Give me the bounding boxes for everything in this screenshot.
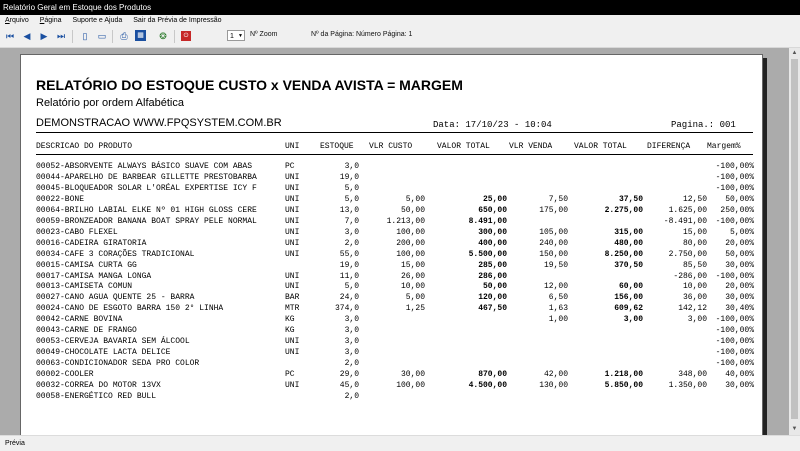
cell-uni: UNI	[285, 348, 300, 358]
single-page-icon[interactable]: ▯	[82, 31, 88, 41]
table-row	[21, 369, 762, 380]
report-page	[20, 54, 763, 435]
cell-estoque: 24,0	[339, 293, 359, 303]
cell-diferenca: 348,00	[678, 370, 707, 380]
cell-valor-total-custo: 4.500,00	[468, 381, 507, 390]
header-rule-top	[36, 132, 753, 133]
cell-estoque: 19,0	[339, 260, 359, 270]
cell-vlr-venda: 175,00	[539, 205, 568, 215]
cell-vlr-venda: 240,00	[539, 238, 568, 248]
cell-uni: BAR	[285, 293, 300, 303]
cell-vlr-custo: 50,00	[400, 205, 425, 215]
cell-valor-total-venda: 609,62	[614, 304, 643, 314]
table-row	[21, 260, 762, 271]
table-row	[21, 325, 762, 336]
cell-valor-total-venda: 37,50	[618, 194, 643, 204]
table-row	[21, 249, 762, 260]
cell-uni: PC	[285, 162, 295, 171]
cell-uni: KG	[285, 315, 295, 325]
cell-descricao: 00024-CANO DE ESGOTO BARRA 150 2° LINHA	[36, 304, 224, 314]
cell-estoque: 55,0	[339, 249, 359, 259]
cell-diferenca: 80,00	[682, 238, 707, 248]
cell-margem: 20,00%	[725, 282, 754, 292]
cell-margem: -100,00%	[715, 271, 754, 281]
cell-estoque: 11,0	[339, 271, 359, 281]
col-header-margem: Margem%	[707, 142, 741, 151]
cell-valor-total-custo: 5.500,00	[468, 249, 507, 259]
cell-descricao: 00049-CHOCOLATE LACTA DELICE	[36, 348, 171, 358]
cell-uni: UNI	[285, 337, 300, 347]
cell-descricao: 00002-COOLER	[36, 370, 94, 380]
cell-estoque: 2,0	[344, 359, 359, 369]
cell-margem: -100,00%	[715, 172, 754, 182]
cell-vlr-venda: 130,00	[539, 381, 568, 390]
cell-estoque: 374,0	[334, 304, 359, 314]
table-row	[21, 314, 762, 325]
grid-icon[interactable]: ▦	[135, 30, 146, 41]
cell-margem: -100,00%	[715, 337, 754, 347]
window-title: Relatório Geral em Estoque dos Produtos	[3, 3, 152, 12]
window-title-bar	[0, 0, 800, 15]
status-text: Prévia	[5, 440, 25, 447]
cell-vlr-venda: 12,00	[543, 282, 568, 292]
cell-descricao: 00052-ABSORVENTE ALWAYS BÁSICO SUAVE COM ABAS	[36, 162, 253, 171]
cell-margem: 20,00%	[725, 238, 754, 248]
table-row	[21, 347, 762, 358]
cell-uni: UNI	[285, 249, 300, 259]
table-row	[21, 391, 762, 402]
table-row	[21, 358, 762, 369]
menu-arquivo[interactable]: Arquivo	[5, 17, 29, 24]
cell-valor-total-custo: 300,00	[478, 227, 507, 237]
cell-vlr-venda: 1,63	[548, 304, 568, 314]
cell-vlr-venda: 150,00	[539, 249, 568, 259]
cell-descricao: 00023-CABO FLEXEL	[36, 227, 118, 237]
cell-vlr-custo: 200,00	[396, 238, 425, 248]
print-icon[interactable]: ⎙	[120, 31, 128, 41]
cell-estoque: 2,0	[344, 238, 359, 248]
cell-estoque: 3,0	[344, 337, 359, 347]
cell-margem: -100,00%	[715, 162, 754, 171]
cell-estoque: 5,0	[344, 282, 359, 292]
cell-diferenca: 85,50	[682, 260, 707, 270]
cell-diferenca: 3,00	[687, 315, 707, 325]
cell-descricao: 00064-BRILHO LABIAL ELKE Nº 01 HIGH GLOSS CERE	[36, 205, 257, 215]
cell-diferenca: -286,00	[673, 271, 707, 281]
cell-estoque: 7,0	[344, 216, 359, 226]
cell-vlr-custo: 26,00	[400, 271, 425, 281]
cell-descricao: 00059-BRONZEADOR BANANA BOAT SPRAY PELE NORMAL	[36, 216, 257, 226]
cell-vlr-custo: 100,00	[396, 249, 425, 259]
previous-page-icon[interactable]: ◀	[23, 31, 31, 41]
table-row	[21, 216, 762, 227]
cell-valor-total-venda: 5.850,00	[604, 381, 643, 390]
menu-sair-previa[interactable]: Sair da Prévia de Impressão	[133, 17, 222, 24]
cell-estoque: 3,0	[344, 348, 359, 358]
cell-descricao: 00063-CONDICIONADOR SEDA PRO COLOR	[36, 359, 200, 369]
cell-uni: UNI	[285, 216, 300, 226]
vertical-scrollbar[interactable]	[789, 48, 800, 435]
cell-descricao: 00044-APARELHO DE BARBEAR GILLETTE PRESTOBARBA	[36, 172, 257, 182]
cell-vlr-venda: 105,00	[539, 227, 568, 237]
cell-vlr-custo: 100,00	[396, 227, 425, 237]
cell-estoque: 29,0	[339, 370, 359, 380]
col-header-valor-total-custo: VALOR TOTAL	[437, 142, 490, 151]
zoom-select[interactable]: 1 ▼	[227, 30, 245, 41]
cell-valor-total-custo: 25,00	[482, 194, 507, 204]
cell-uni: UNI	[285, 282, 300, 292]
cell-descricao: 00042-CARNE BOVINA	[36, 315, 123, 325]
cell-vlr-custo: 5,00	[405, 194, 425, 204]
cell-descricao: 00027-CANO AGUA QUENTE 25 - BARRA	[36, 293, 195, 303]
toolbar-separator	[174, 30, 175, 43]
cell-estoque: 5,0	[344, 194, 359, 204]
cell-uni: UNI	[285, 172, 300, 182]
cell-uni: MTR	[285, 304, 300, 314]
cell-uni: UNI	[285, 194, 300, 204]
cell-margem: 30,00%	[725, 381, 754, 390]
cell-valor-total-venda: 2.275,00	[604, 205, 643, 215]
table-row	[21, 172, 762, 183]
cell-valor-total-custo: 400,00	[478, 238, 507, 248]
cell-valor-total-custo: 50,00	[482, 282, 507, 292]
table-row	[21, 380, 762, 391]
table-row	[21, 336, 762, 347]
cell-descricao: 00013-CAMISETA COMUN	[36, 282, 133, 292]
cell-estoque: 13,0	[339, 205, 359, 215]
cell-estoque: 19,0	[339, 172, 359, 182]
cell-margem: 30,00%	[725, 293, 754, 303]
cell-uni: PC	[285, 370, 295, 380]
cell-vlr-custo: 30,00	[400, 370, 425, 380]
cell-diferenca: 1.625,00	[668, 205, 707, 215]
cell-valor-total-custo: 285,00	[478, 260, 507, 270]
table-row	[21, 161, 762, 172]
col-header-uni: UNI	[285, 142, 300, 151]
cell-diferenca: -8.491,00	[663, 216, 707, 226]
cell-vlr-venda: 42,00	[543, 370, 568, 380]
cell-uni: KG	[285, 326, 295, 336]
cell-descricao: 00015-CAMISA CURTA GG	[36, 260, 137, 270]
col-header-diferenca: DIFERENÇA	[647, 142, 691, 151]
cell-estoque: 5,0	[344, 183, 359, 193]
col-header-desc: DESCRICAO DO PRODUTO	[36, 142, 133, 151]
cell-valor-total-venda: 480,00	[614, 238, 643, 248]
cell-vlr-venda: 6,50	[548, 293, 568, 303]
cell-margem: 50,00%	[725, 249, 754, 259]
first-page-icon[interactable]: ⏮	[5, 31, 15, 41]
cell-estoque: 3,0	[344, 227, 359, 237]
cell-estoque: 45,0	[339, 381, 359, 390]
company-name: DEMONSTRACAO WWW.FPQSYSTEM.COM.BR	[36, 117, 282, 129]
report-subtitle: Relatório por ordem Alfabética	[36, 97, 184, 109]
cell-descricao: 00022-BONE	[36, 194, 85, 204]
menu-bar	[0, 15, 800, 27]
cell-diferenca: 10,00	[682, 282, 707, 292]
cell-valor-total-venda: 370,50	[614, 260, 643, 270]
two-pages-icon[interactable]: ▭	[97, 31, 107, 41]
cell-diferenca: 142,12	[678, 304, 707, 314]
cell-margem: 30,00%	[725, 260, 754, 270]
cell-valor-total-custo: 650,00	[478, 205, 507, 215]
cell-valor-total-venda: 60,00	[618, 282, 643, 292]
cell-descricao: 00058-ENERGÉTICO RED BULL	[36, 391, 157, 401]
cell-vlr-venda: 7,50	[548, 194, 568, 204]
cell-estoque: 3,0	[344, 162, 359, 171]
header-rule-bottom	[36, 154, 753, 155]
cell-vlr-custo: 1,25	[405, 304, 425, 314]
cell-descricao: 00016-CADEIRA GIRATORIA	[36, 238, 147, 248]
cell-uni: UNI	[285, 227, 300, 237]
cell-descricao: 00053-CERVEJA BAVARIA SEM ÁLCOOL	[36, 337, 190, 347]
status-bar	[0, 435, 800, 450]
report-title: RELATÓRIO DO ESTOQUE CUSTO x VENDA AVISTA = MARGEM	[36, 77, 463, 93]
cell-vlr-custo: 5,00	[405, 293, 425, 303]
last-page-icon[interactable]: ⏭	[56, 31, 66, 41]
cell-valor-total-venda: 315,00	[614, 227, 643, 237]
cell-valor-total-venda: 3,00	[623, 315, 643, 325]
table-row	[21, 205, 762, 216]
page-number-label: Nº da Página: Número Página: 1	[311, 31, 413, 38]
export-icon[interactable]: ❂	[159, 31, 167, 41]
cell-descricao: 00045-BLOQUEADOR SOLAR L'ORÉAL EXPERTISE ICY F	[36, 183, 257, 193]
toolbar-separator	[112, 30, 113, 43]
menu-pagina[interactable]: Página	[39, 17, 62, 24]
col-header-valor-total-venda: VALOR TOTAL	[574, 142, 627, 151]
cell-uni: UNI	[285, 183, 300, 193]
report-page-number: Pagina.: 001	[671, 120, 736, 130]
toolbar	[0, 27, 800, 48]
cell-uni: UNI	[285, 381, 300, 390]
cell-margem: 30,40%	[725, 304, 754, 314]
cell-valor-total-venda: 1.218,00	[604, 370, 643, 380]
toolbar-separator	[72, 30, 73, 43]
cell-margem: -100,00%	[715, 315, 754, 325]
cell-estoque: 2,0	[344, 391, 359, 401]
cell-descricao: 00017-CAMISA MANGA LONGA	[36, 271, 152, 281]
cell-margem: -100,00%	[715, 326, 754, 336]
close-icon[interactable]: ⏻	[181, 31, 191, 41]
cell-margem: -100,00%	[715, 183, 754, 193]
cell-vlr-venda: 1,00	[548, 315, 568, 325]
cell-margem: -100,00%	[715, 216, 754, 226]
cell-uni: UNI	[285, 271, 300, 281]
table-row	[21, 194, 762, 205]
cell-uni: UNI	[285, 238, 300, 248]
cell-vlr-venda: 19,50	[543, 260, 568, 270]
table-row	[21, 292, 762, 303]
cell-margem: 5,00%	[729, 227, 754, 237]
zoom-label: Nº Zoom	[250, 31, 278, 38]
table-row	[21, 227, 762, 238]
cell-descricao: 00034-CAFE 3 CORAÇÕES TRADICIONAL	[36, 249, 195, 259]
preview-viewport[interactable]	[0, 48, 789, 435]
chevron-down-icon: ▼	[238, 33, 243, 39]
scroll-up-icon[interactable]: ▲	[791, 50, 798, 56]
cell-valor-total-custo: 870,00	[478, 370, 507, 380]
cell-estoque: 3,0	[344, 326, 359, 336]
cell-margem: 40,00%	[725, 370, 754, 380]
cell-diferenca: 1.350,00	[668, 381, 707, 390]
table-row	[21, 271, 762, 282]
cell-valor-total-venda: 156,00	[614, 293, 643, 303]
cell-margem: -100,00%	[715, 359, 754, 369]
cell-vlr-custo: 1.213,00	[386, 216, 425, 226]
cell-uni: UNI	[285, 205, 300, 215]
cell-estoque: 3,0	[344, 315, 359, 325]
col-header-vlr-custo: VLR CUSTO	[369, 142, 413, 151]
cell-margem: -100,00%	[715, 348, 754, 358]
col-header-estoque: ESTOQUE	[320, 142, 354, 151]
next-page-icon[interactable]: ▶	[40, 31, 48, 41]
scroll-thumb[interactable]	[791, 59, 798, 419]
cell-diferenca: 2.750,00	[668, 249, 707, 259]
table-row	[21, 183, 762, 194]
report-date: Data: 17/10/23 - 10:04	[433, 120, 552, 130]
cell-vlr-custo: 100,00	[396, 381, 425, 390]
cell-valor-total-custo: 467,50	[478, 304, 507, 314]
cell-diferenca: 15,00	[682, 227, 707, 237]
table-row	[21, 281, 762, 292]
cell-descricao: 00043-CARNE DE FRANGO	[36, 326, 137, 336]
cell-valor-total-custo: 8.491,00	[468, 216, 507, 226]
cell-diferenca: 36,00	[682, 293, 707, 303]
col-header-vlr-venda: VLR VENDA	[509, 142, 553, 151]
menu-suporte-ajuda[interactable]: Suporte e Ajuda	[72, 17, 123, 24]
cell-valor-total-custo: 120,00	[478, 293, 507, 303]
table-row	[21, 303, 762, 314]
cell-valor-total-venda: 8.250,00	[604, 249, 643, 259]
cell-margem: 50,00%	[725, 194, 754, 204]
cell-vlr-custo: 10,00	[400, 282, 425, 292]
table-row	[21, 238, 762, 249]
cell-descricao: 00032-CORREA DO MOTOR 13VX	[36, 381, 161, 390]
cell-diferenca: 12,50	[682, 194, 707, 204]
cell-margem: 250,00%	[720, 205, 754, 215]
scroll-down-icon[interactable]: ▼	[791, 426, 798, 432]
cell-valor-total-custo: 286,00	[478, 271, 507, 281]
cell-vlr-custo: 15,00	[400, 260, 425, 270]
